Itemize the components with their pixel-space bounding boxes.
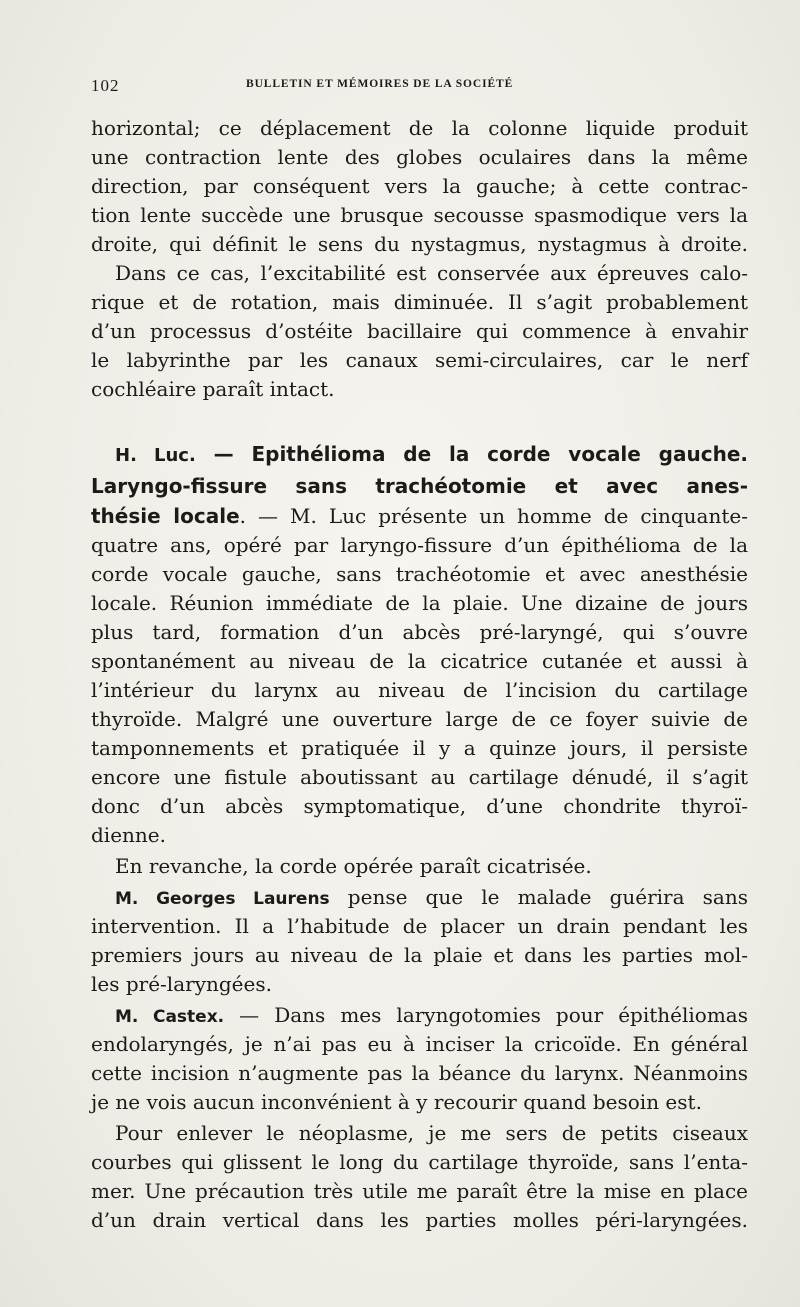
text-line: rique et de rotation, mais diminuée. Il s’agit probablement (91, 290, 748, 314)
section-heading-line (91, 470, 748, 502)
text-line: endolaryngés, je n’ai pas eu à inciser la cricoïde. En général (91, 1032, 748, 1056)
text-line (91, 502, 748, 531)
text-line: d’un drain vertical dans les parties molles péri-laryngées. (91, 1208, 748, 1232)
text-line: premiers jours au niveau de la plaie et dans les parties mol- (91, 943, 748, 967)
section-spacer (91, 404, 748, 438)
text-line: l’intérieur du larynx au niveau de l’incision du cartilage (91, 678, 748, 702)
text-line: donc d’un abcès symptomatique, d’une chondrite thyroï- (91, 794, 748, 818)
text-line: intervention. Il a l’habitude de placer un drain pendant les (91, 914, 748, 938)
text-line: spontanément au niveau de la cicatrice cutanée et aussi à (91, 649, 748, 673)
text-line: Pour enlever le néoplasme, je me sers de petits ciseaux (115, 1121, 748, 1145)
text-line: Dans ce cas, l’excitabilité est conservée aux épreuves calo- (115, 261, 748, 285)
text-line: droite, qui définit le sens du nystagmus, nystagmus à droite. (91, 232, 748, 256)
text-line: cette incision n’augmente pas la béance du larynx. Néanmoins (91, 1061, 748, 1085)
section-title-continued: Laryngo-fissure sans trachéotomie et avec anes- (91, 474, 748, 498)
speaker-text: pense que le malade guérira sans (329, 885, 748, 909)
journal-title: BULLETIN ET MÉMOIRES DE LA SOCIÉTÉ (246, 78, 514, 90)
body-text (91, 114, 748, 1235)
text-line: le labyrinthe par les canaux semi-circulaires, car le nerf (91, 348, 748, 372)
text-line: je ne vois aucun inconvénient à y recourir quand besoin est. (91, 1090, 702, 1114)
text-line: cochléaire paraît intact. (91, 377, 335, 401)
speaker-name: M. Georges Laurens (115, 889, 330, 909)
text-line: mer. Une précaution très utile me paraît être la mise en place (91, 1179, 748, 1203)
text-line: horizontal; ce déplacement de la colonne liquide produit (91, 116, 748, 140)
paragraph-excitabilite (91, 259, 748, 404)
paragraph-castex-ciseaux (91, 1119, 748, 1235)
section-intro: . — M. Luc présente un homme de cinquante- (239, 504, 748, 528)
paragraph-nystagmus (91, 114, 748, 259)
text-line: dienne. (91, 823, 166, 847)
paragraph-laurens (91, 883, 748, 999)
text-line: encore une fistule aboutissant au cartilage dénudé, il s’agit (91, 765, 748, 789)
text-line: tamponnements et pratiquée il y a quinze jours, il persiste (91, 736, 748, 760)
text-line: courbes qui glissent le long du cartilage thyroïde, sans l’entа- (91, 1150, 748, 1174)
section-title: Epithélioma de la corde vocale gauche. (251, 442, 748, 466)
speaker-name: M. Castex. (115, 1007, 225, 1027)
paragraph-castex (91, 1001, 748, 1117)
text-line: tion lente succède une brusque secousse spasmodique vers la (91, 203, 748, 227)
page-number: 102 (91, 76, 120, 95)
section-dash: — (195, 442, 252, 466)
text-line: les pré-laryngées. (91, 972, 272, 996)
section-luc (91, 438, 748, 850)
text-line: direction, par conséquent vers la gauche; à cette contrac- (91, 174, 748, 198)
text-line: En revanche, la corde opérée paraît cicatrisée. (115, 854, 592, 878)
text-line (91, 1001, 748, 1030)
running-header (91, 76, 746, 96)
section-title-end: thésie locale (91, 504, 240, 528)
speaker-text: — Dans mes laryngotomies pour épithéliomas (224, 1003, 748, 1027)
text-line: corde vocale gauche, sans trachéotomie et avec anesthésie (91, 562, 748, 586)
text-line: d’un processus d’ostéite bacillaire qui commence à envahir (91, 319, 748, 343)
text-line: une contraction lente des globes oculaires dans la même (91, 145, 748, 169)
text-line (91, 883, 748, 912)
section-author: H. Luc. (115, 445, 196, 466)
section-heading-line (91, 438, 748, 470)
text-line: locale. Réunion immédiate de la plaie. Une dizaine de jours (91, 591, 748, 615)
text-line: plus tard, formation d’un abcès pré-laryngé, qui s’ouvre (91, 620, 748, 644)
text-line: thyroïde. Malgré une ouverture large de ce foyer suivie de (91, 707, 748, 731)
text-line: quatre ans, opéré par laryngo-fissure d’un épithélioma de la (91, 533, 748, 557)
